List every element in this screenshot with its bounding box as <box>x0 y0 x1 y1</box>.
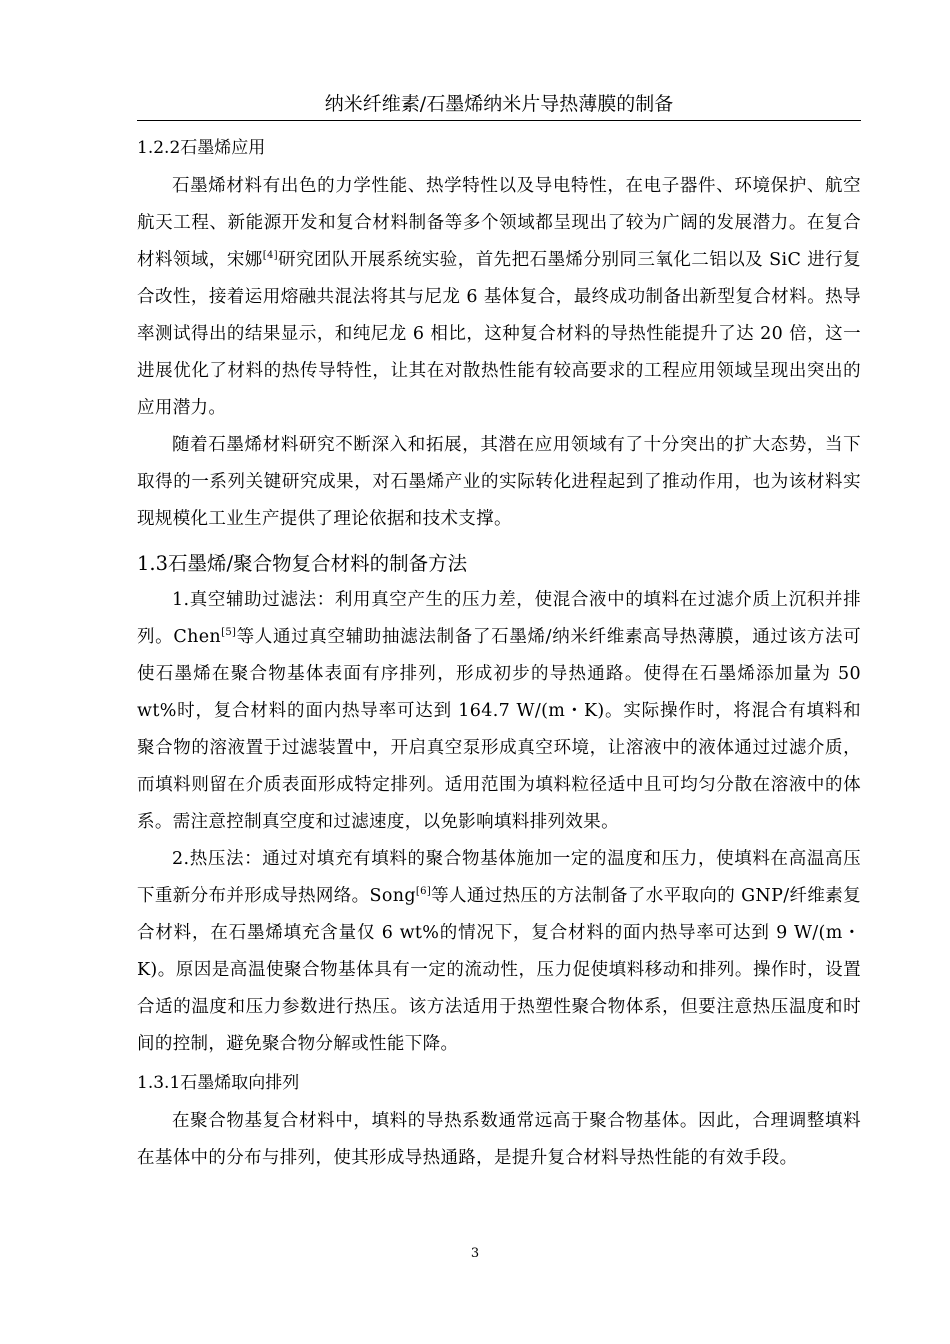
paragraph-research-outlook: 随着石墨烯材料研究不断深入和拓展，其潜在应用领域有了十分突出的扩大态势，当下取得的一系列关键研究成果，对石墨烯产业的实际转化进程起到了推动作用，也为该材料实现规模化工业生产提供了理论依据和技术支撑。 <box>137 435 861 529</box>
header-rule <box>137 120 861 121</box>
section-heading-1-2-2: 1.2.2石墨烯应用 <box>137 138 266 158</box>
citation-ref-5: [5] <box>221 627 237 639</box>
paragraph-graphene-applications <box>137 168 861 427</box>
paragraph-text: 1.真空辅助过滤法：利用真空产生的压力差，使混合液中的填料在过滤介质上沉积并排列。Chen <box>137 590 861 647</box>
page-body <box>137 128 861 1177</box>
citation-ref-6: [6] <box>415 886 432 898</box>
section-heading-1-3: 1.3石墨烯/聚合物复合材料的制备方法 <box>137 552 468 575</box>
running-header-title: 纳米纤维素/石墨烯纳米片导热薄膜的制备 <box>324 93 674 115</box>
paragraph-text: 等人通过热压的方法制备了水平取向的 GNP/纤维素复合材料，在石墨烯填充含量仅 6 wt%的情况下，复合材料的面内热导率可达到 9 W/(m・K)。原因是高温使聚合物基体具有一定的流动性，压力促使填料移动和排列。操作时，设置合适的温度和压力参数进行热压。该方法适用于热塑性聚合物体系，但要注意热压温度和时间的控制，避免聚合物分解或性能下降。 <box>137 886 862 1054</box>
paragraph-text: 石墨烯材料有出色的力学性能、热学特性以及导电特性，在电子器件、环境保护、航空航天工程、新能源开发和复合材料制备等多个领域都呈现出了较为广阔的发展潜力。在复合材料领域，宋娜 <box>137 176 861 270</box>
paragraph-vacuum-filtration <box>137 582 861 841</box>
paragraph-graphene-alignment: 在聚合物基复合材料中，填料的导热系数通常远高于聚合物基体。因此，合理调整填料在基体中的分布与排列，使其形成导热通路，是提升复合材料导热性能的有效手段。 <box>137 1111 861 1168</box>
citation-ref-4: [4] <box>262 250 278 262</box>
paragraph-text: 研究团队开展系统实验，首先把石墨烯分别同三氧化二铝以及 SiC 进行复合改性，接着运用熔融共混法将其与尼龙 6 基体复合，最终成功制备出新型复合材料。热导率测试得出的结果显示，和纯尼龙 6 相比，这种复合材料的导热性能提升了达 20 倍，这一进展优化了材料的热传导特性，让其在对散热性能有较高要求的工程应用领域呈现出突出的应用潜力。 <box>137 250 861 418</box>
paragraph-hot-pressing <box>137 841 861 1063</box>
page-number: 3 <box>470 1246 480 1261</box>
paragraph-text: 等人通过真空辅助抽滤法制备了石墨烯/纳米纤维素高导热薄膜，通过该方法可使石墨烯在聚合物基体表面有序排列，形成初步的导热通路。使得在石墨烯添加量为 50 wt%时，复合材料的面内热导率可达到 164.7 W/(m・K)。实际操作时，将混合有填料和聚合物的溶液置于过滤装置中，开启真空泵形成真空环境，让溶液中的液体通过过滤介质，而填料则留在介质表面形成特定排列。适用范围为填料粒径适中且可均匀分散在溶液中的体系。需注意控制真空度和过滤速度，以免影响填料排列效果。 <box>137 627 861 832</box>
section-heading-1-3-1: 1.3.1石墨烯取向排列 <box>137 1073 300 1093</box>
paragraph-text: 2.热压法：通过对填充有填料的聚合物基体施加一定的温度和压力，使填料在高温高压下重新分布并形成导热网络。Song <box>137 849 861 906</box>
